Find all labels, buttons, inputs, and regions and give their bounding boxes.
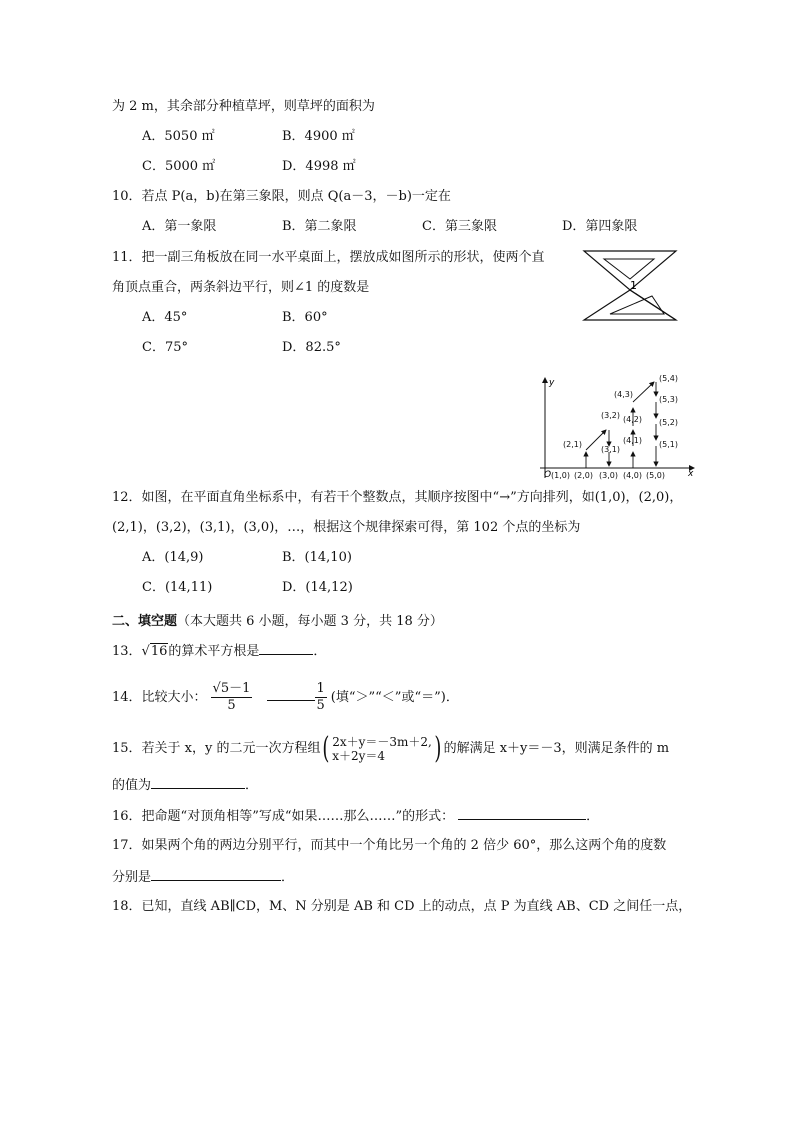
- q12-coordinate-graph: [532, 372, 700, 482]
- point-label: (5,3): [659, 395, 678, 404]
- q10-option-d: D．第四象限: [562, 219, 638, 234]
- point-label: (3,2): [601, 411, 620, 420]
- q11-option-c: C．75°: [142, 340, 188, 355]
- q15-end: ．: [245, 778, 259, 793]
- point-label: (4,2): [623, 415, 642, 424]
- q13: [112, 641, 326, 661]
- q14-numerator-2: 1: [316, 681, 325, 696]
- q15: [112, 730, 670, 766]
- q12-option-b: B．(14,10): [282, 550, 352, 565]
- bottom-triangle-inner: [610, 296, 664, 314]
- q17-answer-blank[interactable]: [151, 867, 281, 881]
- q12-stem-line1: 12．如图，在平面直角坐标系中，有若干个整数点，其顺序按图中“→”方向排列，如(1,0)，(2,0)，: [112, 490, 683, 505]
- q9-option-c: C．5000 ㎡: [142, 159, 216, 174]
- q15-prefix: 15．若关于 x，y 的二元一次方程组: [112, 741, 321, 756]
- q14-denominator: 5: [227, 698, 236, 713]
- point-label: (2,0): [574, 471, 593, 480]
- q13-end: ．: [313, 644, 327, 659]
- q14-answer-blank[interactable]: [267, 687, 315, 701]
- q14-suffix: (填“＞”“＜”或“＝”)．: [330, 690, 459, 705]
- section-note: （本大题共 6 小题，每小题 3 分，共 18 分）: [177, 614, 443, 629]
- q10-option-c: C．第三象限: [422, 219, 497, 234]
- point-label: (4,3): [614, 390, 633, 399]
- q14-fraction-right: [315, 681, 327, 714]
- right-brace: ): [434, 730, 442, 766]
- point-label: (4,1): [623, 436, 642, 445]
- q16-end: ．: [586, 809, 600, 824]
- q16-answer-blank[interactable]: [458, 806, 586, 820]
- q14-fraction-left: [211, 681, 253, 714]
- q17-line1: 17．如果两个角的两边分别平行，而其中一个角比另一个角的 2 倍少 60°，那么这两个角的度数: [112, 838, 667, 853]
- q10-stem: 10．若点 P(a，b)在第三象限，则点 Q(a－3，－b)一定在: [112, 189, 451, 204]
- left-brace: (: [322, 730, 330, 766]
- sqrt-expression: √16: [141, 644, 168, 659]
- y-axis-label: y: [549, 378, 555, 388]
- equation-system: [332, 735, 432, 763]
- q16: [112, 806, 599, 826]
- q14: [112, 680, 459, 716]
- point-label: (1,0): [551, 471, 570, 480]
- q15-line2-text: 的值为: [112, 778, 152, 793]
- q14-numerator: √5－1: [212, 681, 251, 696]
- q15-line2: [112, 775, 258, 795]
- q16-text: 16．把命题“对顶角相等”写成“如果……那么……”的形式：: [112, 809, 455, 824]
- q13-suffix: 的算术平方根是: [168, 644, 260, 659]
- q9-option-b: B．4900 ㎡: [282, 129, 355, 144]
- q11-option-a: A．45°: [142, 310, 188, 325]
- point-label: (5,4): [659, 374, 678, 383]
- point-label: (5,1): [659, 440, 678, 449]
- point-label: (3,0): [599, 471, 618, 480]
- q9-option-a: A．5050 ㎡: [142, 129, 215, 144]
- origin-label: O: [544, 470, 552, 480]
- q17-end: ．: [281, 870, 295, 885]
- q15-equation-2: x＋2y＝4: [332, 748, 386, 763]
- q12-option-a: A．(14,9): [142, 550, 204, 565]
- q15-suffix: 的解满足 x＋y＝－3，则满足条件的 m: [443, 741, 670, 756]
- point-label: (5,2): [659, 418, 678, 427]
- q11-stem-line1: 11．把一副三角板放在同一水平桌面上，摆放成如图所示的形状，使两个直: [112, 250, 545, 265]
- q15-equation-1: 2x＋y＝－3m＋2,: [332, 734, 432, 749]
- q15-answer-blank[interactable]: [151, 775, 245, 789]
- point-label: (2,1): [563, 440, 582, 449]
- q12-stem-line2: (2,1)，(3,2)，(3,1)，(3,0)，…，根据这个规律探索可得，第 102 个点的坐标为: [112, 520, 581, 535]
- q13-prefix: 13．: [112, 644, 142, 659]
- q11-triangle-figure: [580, 248, 680, 324]
- point-label: (3,1): [601, 445, 620, 454]
- q10-option-b: B．第二象限: [282, 219, 357, 234]
- q14-prefix: 14．比较大小：: [112, 690, 207, 705]
- q11-stem-line2: 角顶点重合，两条斜边平行，则∠1 的度数是: [112, 280, 370, 295]
- x-axis-label: x: [688, 469, 694, 479]
- point-label: (5,0): [646, 471, 665, 480]
- q9-stem-tail: 为 2 m，其余部分种植草坪，则草坪的面积为: [112, 99, 375, 114]
- section-heading: [112, 613, 443, 631]
- q11-option-b: B．60°: [282, 310, 328, 325]
- q13-answer-blank[interactable]: [259, 641, 313, 655]
- q11-option-d: D．82.5°: [282, 340, 341, 355]
- point-label: (4,0): [623, 471, 642, 480]
- q12-option-d: D．(14,12): [282, 580, 353, 595]
- q13-radicand: 16: [150, 644, 168, 659]
- angle-1-label: 1: [630, 279, 637, 292]
- q17-line2: [112, 867, 294, 887]
- q9-option-d: D．4998 ㎡: [282, 159, 356, 174]
- q12-option-c: C．(14,11): [142, 580, 213, 595]
- q18-line1: 18．已知，直线 AB∥CD，M、N 分别是 AB 和 CD 上的动点，点 P 为直线 AB、CD 之间任一点，: [112, 899, 692, 914]
- q10-option-a: A．第一象限: [142, 219, 217, 234]
- section-title: 二、填空题: [112, 614, 178, 629]
- q14-denominator-2: 5: [316, 698, 325, 713]
- q17-line2-text: 分别是: [112, 870, 152, 885]
